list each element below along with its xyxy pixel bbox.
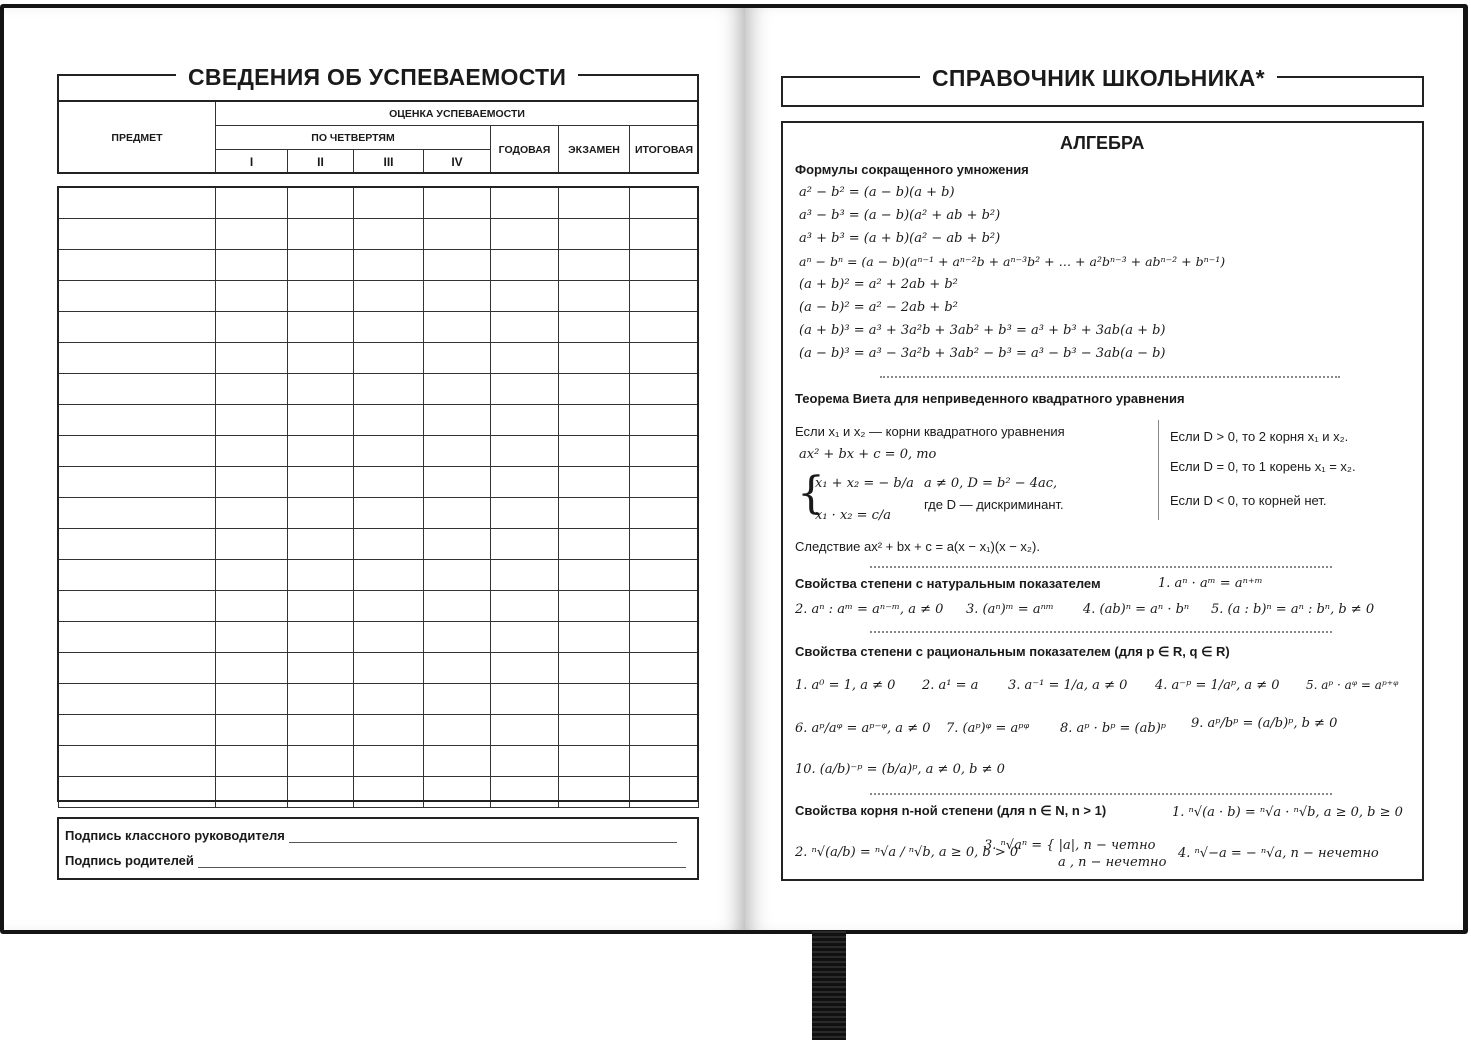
grade-cell[interactable] — [354, 498, 424, 529]
separator-4 — [870, 793, 1332, 795]
teacher-signature-row — [65, 828, 677, 843]
vieta-line-1: Если x₁ и x₂ — корни квадратного уравнения — [795, 424, 1065, 439]
subject-cell[interactable] — [59, 622, 216, 653]
grade-cell[interactable] — [559, 250, 630, 281]
vieta-case-2: Если D = 0, то 1 корень x₁ = x₂. — [1170, 459, 1356, 474]
grade-cell[interactable] — [216, 281, 288, 312]
abbrev-formula-4: aⁿ − bⁿ = (a − b)(aⁿ⁻¹ + aⁿ⁻²b + aⁿ⁻³b² + … + a²bⁿ⁻³ + abⁿ⁻² + bⁿ⁻¹) — [799, 254, 1226, 269]
rational-power-8: 8. aᵖ · bᵖ = (ab)ᵖ — [1060, 721, 1166, 736]
grade-cell[interactable] — [491, 560, 559, 591]
quarter-2-header: II — [288, 150, 354, 174]
grade-cell[interactable] — [424, 405, 491, 436]
subject-header: ПРЕДМЕТ — [59, 102, 216, 174]
parents-signature-line[interactable] — [198, 855, 686, 868]
table-row — [59, 591, 699, 622]
subject-cell[interactable] — [59, 529, 216, 560]
subject-cell[interactable] — [59, 560, 216, 591]
quarter-1-header: I — [216, 150, 288, 174]
subject-cell[interactable] — [59, 436, 216, 467]
grade-cell[interactable] — [491, 777, 559, 808]
grade-cell[interactable] — [630, 560, 699, 591]
separator-1 — [880, 376, 1340, 378]
grade-cell[interactable] — [559, 436, 630, 467]
subject-cell[interactable] — [59, 219, 216, 250]
subject-cell[interactable] — [59, 498, 216, 529]
grade-cell[interactable] — [216, 436, 288, 467]
table-row — [59, 684, 699, 715]
subject-cell[interactable] — [59, 374, 216, 405]
rational-power-4: 4. a⁻ᵖ = 1/aᵖ, a ≠ 0 — [1155, 678, 1280, 693]
grade-cell[interactable] — [216, 219, 288, 250]
grade-cell[interactable] — [424, 622, 491, 653]
table-row — [59, 250, 699, 281]
natural-power-2: 2. aⁿ : aᵐ = aⁿ⁻ᵐ, a ≠ 0 — [795, 602, 944, 617]
separator-2 — [870, 566, 1332, 568]
grade-cell[interactable] — [288, 219, 354, 250]
grade-cell[interactable] — [354, 591, 424, 622]
subject-cell[interactable] — [59, 281, 216, 312]
grade-cell[interactable] — [491, 591, 559, 622]
separator-3 — [870, 631, 1332, 633]
grade-cell[interactable] — [630, 250, 699, 281]
grade-cell[interactable] — [630, 188, 699, 219]
grade-cell[interactable] — [559, 312, 630, 343]
grade-cell[interactable] — [559, 219, 630, 250]
vieta-condition-1: a ≠ 0, D = b² − 4ac, — [924, 476, 1058, 491]
subject-cell[interactable] — [59, 591, 216, 622]
grade-cell[interactable] — [216, 622, 288, 653]
grade-cell[interactable] — [630, 436, 699, 467]
table-row — [59, 436, 699, 467]
grade-cell[interactable] — [216, 653, 288, 684]
table-row — [59, 653, 699, 684]
grade-cell[interactable] — [424, 529, 491, 560]
grade-cell[interactable] — [288, 405, 354, 436]
root-property-1: 1. ⁿ√(a · b) = ⁿ√a · ⁿ√b, a ≥ 0, b ≥ 0 — [1172, 805, 1403, 820]
grade-cell[interactable] — [424, 591, 491, 622]
rational-power-10: 10. (a/b)⁻ᵖ = (b/a)ᵖ, a ≠ 0, b ≠ 0 — [795, 762, 1005, 777]
teacher-signature-line[interactable] — [289, 830, 677, 843]
grade-cell[interactable] — [354, 653, 424, 684]
grade-cell[interactable] — [354, 219, 424, 250]
grade-cell[interactable] — [630, 684, 699, 715]
grade-cell[interactable] — [288, 746, 354, 777]
table-row — [59, 467, 699, 498]
quarters-header: ПО ЧЕТВЕРТЯМ — [216, 126, 491, 150]
teacher-signature-label: Подпись классного руководителя — [65, 828, 285, 843]
root-property-3a: 3. ⁿ√aⁿ = { |a|, n − четно — [984, 838, 1156, 853]
grade-cell[interactable] — [491, 250, 559, 281]
algebra-heading: АЛГЕБРА — [1060, 133, 1145, 153]
subject-cell[interactable] — [59, 467, 216, 498]
natural-powers-heading: Свойства степени с натуральным показателем — [795, 576, 1101, 591]
grade-cell[interactable] — [354, 529, 424, 560]
grade-cell[interactable] — [424, 653, 491, 684]
grade-cell[interactable] — [216, 684, 288, 715]
grade-cell[interactable] — [288, 777, 354, 808]
grade-cell[interactable] — [424, 746, 491, 777]
grade-cell[interactable] — [559, 622, 630, 653]
grade-cell[interactable] — [491, 529, 559, 560]
grade-cell[interactable] — [491, 715, 559, 746]
rational-power-6: 6. aᵖ/aᵠ = aᵖ⁻ᵠ, a ≠ 0 — [795, 721, 931, 736]
table-row — [59, 715, 699, 746]
subject-cell[interactable] — [59, 250, 216, 281]
final-header: ИТОГОВАЯ — [630, 126, 699, 174]
abbrev-formula-5: (a + b)² = a² + 2ab + b² — [799, 277, 958, 292]
grade-cell[interactable] — [288, 591, 354, 622]
grade-cell[interactable] — [424, 374, 491, 405]
grade-cell[interactable] — [354, 374, 424, 405]
grade-cell[interactable] — [491, 622, 559, 653]
grade-cell[interactable] — [630, 219, 699, 250]
grade-cell[interactable] — [216, 250, 288, 281]
grade-cell[interactable] — [216, 560, 288, 591]
subject-cell[interactable] — [59, 343, 216, 374]
grade-cell[interactable] — [424, 684, 491, 715]
quarter-4-header: IV — [424, 150, 491, 174]
subject-cell[interactable] — [59, 653, 216, 684]
grade-cell[interactable] — [630, 374, 699, 405]
grade-cell[interactable] — [354, 777, 424, 808]
grade-cell[interactable] — [559, 281, 630, 312]
grade-cell[interactable] — [288, 498, 354, 529]
grade-cell[interactable] — [216, 343, 288, 374]
grade-cell[interactable] — [559, 188, 630, 219]
vieta-line-2: ax² + bx + c = 0, то — [799, 447, 937, 462]
grade-cell[interactable] — [216, 746, 288, 777]
grade-cell[interactable] — [424, 467, 491, 498]
grade-cell[interactable] — [559, 746, 630, 777]
quarter-3-header: III — [354, 150, 424, 174]
vieta-case-1: Если D > 0, то 2 корня x₁ и x₂. — [1170, 429, 1349, 444]
vieta-system-brace: { — [797, 468, 825, 519]
grades-header-table — [58, 101, 699, 174]
grade-cell[interactable] — [424, 281, 491, 312]
grade-cell[interactable] — [424, 312, 491, 343]
grade-cell[interactable] — [354, 622, 424, 653]
grade-cell[interactable] — [216, 467, 288, 498]
abbrev-formula-1: a² − b² = (a − b)(a + b) — [799, 185, 955, 200]
grade-cell[interactable] — [559, 529, 630, 560]
grade-cell[interactable] — [354, 405, 424, 436]
exam-header: ЭКЗАМЕН — [559, 126, 630, 174]
grade-cell[interactable] — [216, 715, 288, 746]
grades-grid — [58, 187, 699, 808]
grade-cell[interactable] — [216, 374, 288, 405]
subject-cell[interactable] — [59, 405, 216, 436]
grade-cell[interactable] — [216, 498, 288, 529]
grade-cell[interactable] — [630, 777, 699, 808]
grade-cell[interactable] — [216, 188, 288, 219]
grade-cell[interactable] — [491, 188, 559, 219]
grade-cell[interactable] — [354, 188, 424, 219]
vieta-case-3: Если D < 0, то корней нет. — [1170, 493, 1327, 508]
rational-power-1: 1. a⁰ = 1, a ≠ 0 — [795, 678, 896, 693]
grade-cell[interactable] — [491, 374, 559, 405]
vieta-corollary: Следствие ax² + bx + c = a(x − x₁)(x − x₂). — [795, 539, 1040, 554]
grade-cell[interactable] — [424, 219, 491, 250]
table-row — [59, 777, 699, 808]
grade-cell[interactable] — [424, 436, 491, 467]
grade-cell[interactable] — [630, 591, 699, 622]
grade-cell[interactable] — [216, 591, 288, 622]
grade-cell[interactable] — [288, 684, 354, 715]
grade-cell[interactable] — [559, 405, 630, 436]
reference-title: СПРАВОЧНИК ШКОЛЬНИКА* — [920, 65, 1277, 92]
grade-cell[interactable] — [491, 746, 559, 777]
grade-cell[interactable] — [630, 746, 699, 777]
grade-cell[interactable] — [354, 560, 424, 591]
table-row — [59, 622, 699, 653]
abbrev-formula-2: a³ − b³ = (a − b)(a² + ab + b²) — [799, 208, 1001, 223]
grade-cell[interactable] — [216, 312, 288, 343]
grade-cell[interactable] — [630, 343, 699, 374]
vieta-divider — [1158, 420, 1159, 520]
grade-cell[interactable] — [424, 188, 491, 219]
grade-cell[interactable] — [630, 622, 699, 653]
grade-cell[interactable] — [630, 529, 699, 560]
table-row — [59, 746, 699, 777]
grade-cell[interactable] — [630, 312, 699, 343]
parents-signature-label: Подпись родителей — [65, 853, 194, 868]
parents-signature-row — [65, 853, 686, 868]
rational-power-3: 3. a⁻¹ = 1/a, a ≠ 0 — [1008, 678, 1128, 693]
grade-cell[interactable] — [354, 436, 424, 467]
grades-title: СВЕДЕНИЯ ОБ УСПЕВАЕМОСТИ — [176, 64, 578, 91]
grade-cell[interactable] — [288, 436, 354, 467]
grade-cell[interactable] — [354, 715, 424, 746]
grade-cell[interactable] — [630, 467, 699, 498]
grade-cell[interactable] — [288, 250, 354, 281]
table-row — [59, 312, 699, 343]
vieta-condition-2: где D — дискриминант. — [924, 497, 1064, 512]
grade-cell[interactable] — [424, 498, 491, 529]
subject-cell[interactable] — [59, 684, 216, 715]
grade-cell[interactable] — [559, 560, 630, 591]
grade-cell[interactable] — [630, 653, 699, 684]
root-property-3b: a , n − нечетно — [1058, 855, 1167, 870]
grade-cell[interactable] — [559, 467, 630, 498]
subject-cell[interactable] — [59, 312, 216, 343]
grade-cell[interactable] — [424, 560, 491, 591]
grade-cell[interactable] — [559, 374, 630, 405]
table-row — [59, 560, 699, 591]
vieta-product: x₁ · x₂ = c/a — [815, 508, 892, 523]
grade-cell[interactable] — [288, 374, 354, 405]
grade-cell[interactable] — [288, 560, 354, 591]
abbrev-formula-3: a³ + b³ = (a + b)(a² − ab + b²) — [799, 231, 1001, 246]
grade-cell[interactable] — [354, 746, 424, 777]
annual-header: ГОДОВАЯ — [491, 126, 559, 174]
table-row — [59, 529, 699, 560]
grade-cell[interactable] — [424, 715, 491, 746]
grade-cell[interactable] — [491, 498, 559, 529]
natural-power-1: 1. aⁿ · aᵐ = aⁿ⁺ᵐ — [1158, 576, 1263, 591]
grade-cell[interactable] — [424, 250, 491, 281]
subject-cell[interactable] — [59, 746, 216, 777]
grade-cell[interactable] — [288, 281, 354, 312]
rational-power-5: 5. aᵖ · aᵠ = aᵖ⁺ᵠ — [1306, 678, 1399, 692]
grade-cell[interactable] — [559, 591, 630, 622]
grade-cell[interactable] — [491, 467, 559, 498]
grade-cell[interactable] — [559, 777, 630, 808]
grade-cell[interactable] — [630, 498, 699, 529]
grade-cell[interactable] — [491, 312, 559, 343]
grade-cell[interactable] — [288, 343, 354, 374]
grade-cell[interactable] — [216, 777, 288, 808]
table-row — [59, 374, 699, 405]
grade-cell[interactable] — [354, 343, 424, 374]
table-row — [59, 188, 699, 219]
abbrev-heading: Формулы сокращенного умножения — [795, 162, 1029, 177]
subject-cell[interactable] — [59, 715, 216, 746]
grade-cell[interactable] — [559, 498, 630, 529]
grade-cell[interactable] — [630, 715, 699, 746]
grade-cell[interactable] — [288, 188, 354, 219]
table-row — [59, 498, 699, 529]
grade-cell[interactable] — [491, 653, 559, 684]
rational-powers-heading: Свойства степени с рациональным показателем (для p ∈ R, q ∈ R) — [795, 644, 1230, 659]
bookmark-ribbon — [812, 928, 846, 1040]
grade-cell[interactable] — [354, 467, 424, 498]
subject-cell[interactable] — [59, 777, 216, 808]
grade-cell[interactable] — [354, 312, 424, 343]
vieta-sum: x₁ + x₂ = − b/a — [815, 476, 914, 491]
signatures-box — [57, 817, 699, 880]
table-row — [59, 405, 699, 436]
grade-cell[interactable] — [288, 467, 354, 498]
grades-header: ОЦЕНКА УСПЕВАЕМОСТИ — [216, 102, 699, 126]
grade-cell[interactable] — [354, 281, 424, 312]
grade-cell[interactable] — [354, 250, 424, 281]
grade-cell[interactable] — [491, 343, 559, 374]
abbrev-formula-7: (a + b)³ = a³ + 3a²b + 3ab² + b³ = a³ + b³ + 3ab(a + b) — [799, 323, 1166, 338]
natural-power-3: 3. (aⁿ)ᵐ = aⁿᵐ — [966, 602, 1054, 617]
grade-cell[interactable] — [288, 653, 354, 684]
subject-cell[interactable] — [59, 188, 216, 219]
grade-cell[interactable] — [559, 343, 630, 374]
rational-power-9: 9. aᵖ/bᵖ = (a/b)ᵖ, b ≠ 0 — [1191, 716, 1338, 731]
abbrev-formula-6: (a − b)² = a² − 2ab + b² — [799, 300, 958, 315]
root-property-2: 2. ⁿ√(a/b) = ⁿ√a / ⁿ√b, a ≥ 0, b > 0 — [795, 845, 1019, 860]
grade-cell[interactable] — [491, 405, 559, 436]
grade-cell[interactable] — [216, 529, 288, 560]
grade-cell[interactable] — [559, 653, 630, 684]
grade-cell[interactable] — [424, 777, 491, 808]
table-row — [59, 219, 699, 250]
grade-cell[interactable] — [288, 715, 354, 746]
grade-cell[interactable] — [491, 684, 559, 715]
grade-cell[interactable] — [424, 343, 491, 374]
grade-cell[interactable] — [491, 281, 559, 312]
table-row — [59, 281, 699, 312]
grade-cell[interactable] — [354, 684, 424, 715]
grade-cell[interactable] — [288, 312, 354, 343]
grade-cell[interactable] — [288, 529, 354, 560]
grade-cell[interactable] — [491, 436, 559, 467]
table-row — [59, 343, 699, 374]
grade-cell[interactable] — [559, 684, 630, 715]
grade-cell[interactable] — [288, 622, 354, 653]
roots-heading: Свойства корня n-ной степени (для n ∈ N, n > 1) — [795, 803, 1107, 818]
grade-cell[interactable] — [491, 219, 559, 250]
grade-cell[interactable] — [559, 715, 630, 746]
rational-power-7: 7. (aᵖ)ᵠ = aᵖᵠ — [946, 721, 1030, 736]
natural-power-5: 5. (a : b)ⁿ = aⁿ : bⁿ, b ≠ 0 — [1211, 602, 1375, 617]
grade-cell[interactable] — [630, 405, 699, 436]
natural-power-4: 4. (ab)ⁿ = aⁿ · bⁿ — [1083, 602, 1190, 617]
rational-power-2: 2. a¹ = a — [922, 678, 979, 693]
abbrev-formula-8: (a − b)³ = a³ − 3a²b + 3ab² − b³ = a³ − b³ − 3ab(a − b) — [799, 346, 1166, 361]
vieta-heading: Теорема Виета для неприведенного квадратного уравнения — [795, 391, 1185, 406]
grade-cell[interactable] — [216, 405, 288, 436]
root-property-4: 4. ⁿ√−a = − ⁿ√a, n − нечетно — [1178, 846, 1379, 861]
grade-cell[interactable] — [630, 281, 699, 312]
